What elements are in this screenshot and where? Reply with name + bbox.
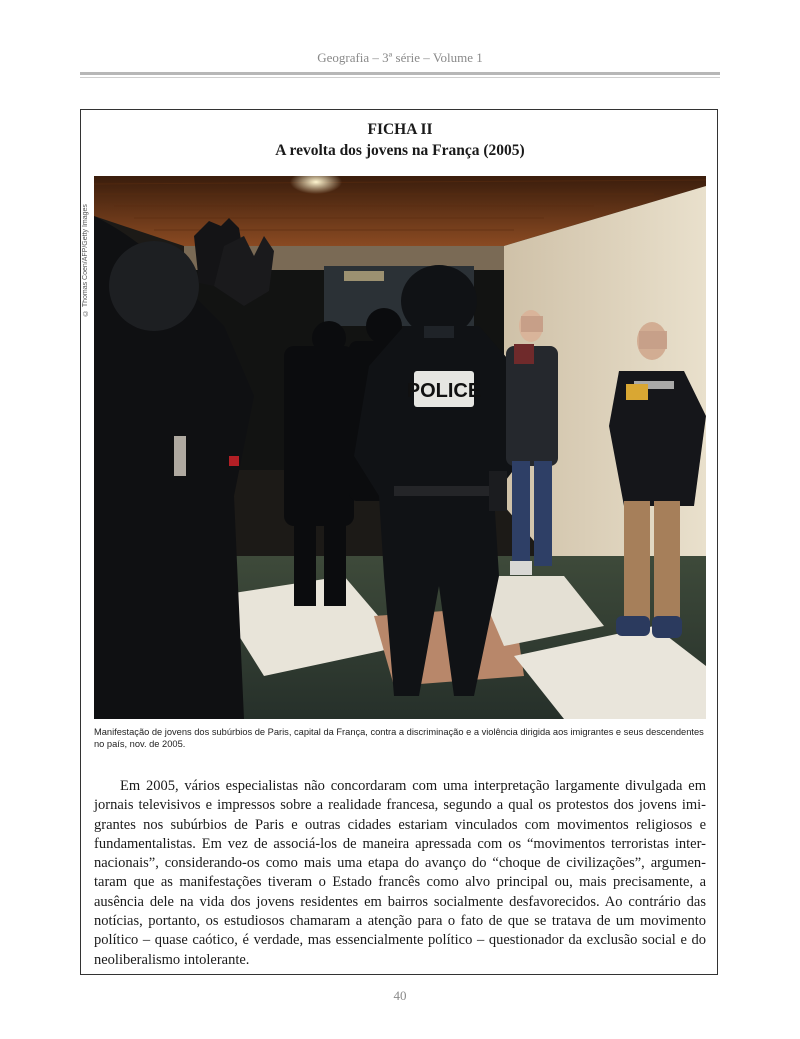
body-line: Em 2005, vários especialistas não concordaram com uma interpretação largamente divulgada em — [120, 778, 706, 794]
worksheet-title: FICHA II — [367, 121, 433, 138]
body-line: fundamentalistas. Em vez de associá-los de maneira apressada com os “movimentos terroristas inter- — [94, 835, 706, 852]
worksheet-subtitle: A revolta dos jovens na França (2005) — [275, 142, 525, 159]
body-line: notícias, portanto, os estudiosos chamaram a atenção para o fato de que se tratava de um movimento — [94, 913, 706, 930]
police-vest-label: POLICE — [406, 380, 482, 402]
running-head: Geografia – 3ª série – Volume 1 — [317, 50, 483, 65]
photo-caption: Manifestação de jovens dos subúrbios de Paris, capital da França, contra a discriminação e a violência dirigida aos imigrantes e seus descendentes no país, nov. de 2005. — [94, 727, 704, 749]
police-photo — [94, 176, 706, 719]
header-rule-thin — [80, 77, 720, 78]
body-line: ausência dele na vida dos jovens residentes em bairros socialmente desfavorecidos. Ao contrário das — [94, 893, 706, 910]
body-line: jornais televisivos e impressos sobre a realidade francesa, segundo a qual os protestos dos jovens imi- — [94, 797, 706, 814]
page-number: 40 — [393, 988, 407, 1003]
body-line: taram que as manifestações tiveram o Estado francês como alvo principal ou, mais precisamente, a — [94, 874, 706, 891]
body-line: neoliberalismo intolerante. — [94, 951, 250, 968]
photo-credit: © Thomas Coen/AFP/Getty Images — [82, 204, 89, 316]
body-line: político – quase caótico, é verdade, mas essencialmente político – questionador da exclusão social e do — [94, 932, 706, 949]
body-paragraph — [94, 777, 706, 970]
body-line: grantes nos subúrbios de Paris e outras cidades estariam vinculados com movimentos religiosos e — [94, 816, 706, 833]
body-line: nacionais”, considerando-os como mais uma etapa do avanço do “choque de civilizações”, argumen- — [94, 855, 706, 872]
header-rule-thick — [80, 72, 720, 75]
